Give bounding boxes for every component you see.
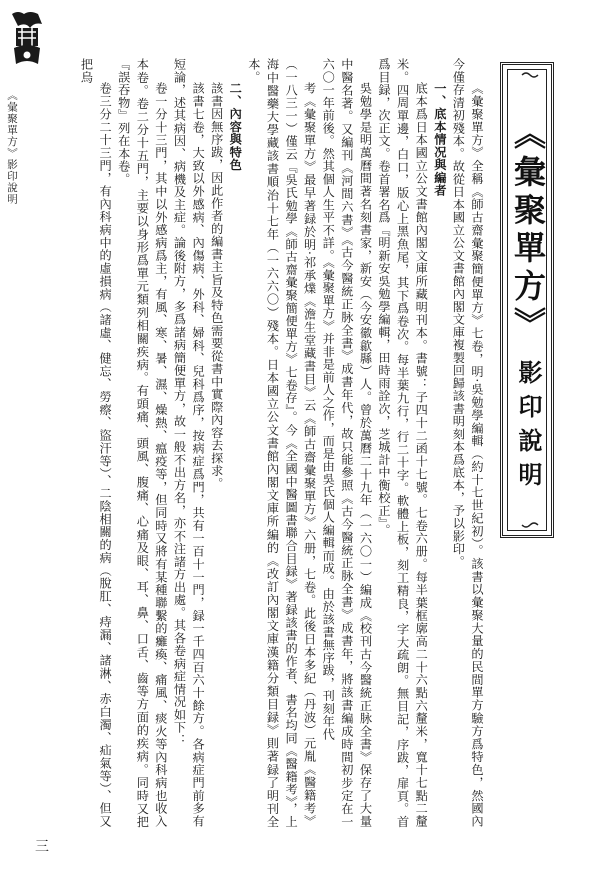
running-head: 《彙聚單方》影印說明 xyxy=(6,90,18,205)
corner-emblem-icon xyxy=(8,8,46,68)
paragraph-volumes-1-2: 卷一分十三門，其中以外感病爲主，有風、寒、暑、濕、燥熱、瘟疫等，但同時又將有某種聯繫的癱瘓、痛風、痰火等內科病也收入本卷。卷二分十五門，主要以身形爲單元類列相關疾病。有頭痛、頭風、腹痛、心痛及眼、耳、鼻、口舌、齒等方面的疾病。同時又把『誤吞物』列在本卷。 xyxy=(116,58,168,828)
paragraph-volume-3: 卷三分二十三門，有內科病中的虛損病（諸虛、健忘、勞瘵、盜汗等）、二陰相關的病（脫肛、痔漏、諸淋、赤白濁、疝氣等）、但又把烏 xyxy=(79,58,113,828)
sub-title: 影印說明 xyxy=(514,360,543,496)
page-number: 三 xyxy=(35,839,49,855)
paragraph-bibliography: 考《彙聚單方》最早著録於明·祁承㸁《澹生堂藏書目》云《師古齋彙聚單方》六册，七卷。此後日本多紀（丹波）元胤《醫籍考》（一八三一）僅云『吳氏勉學《師古齋彙聚簡便單方》七卷存』。今《全國中醫圖書聯合目録》著録該書的作者、書名均同《醫籍考》，上海中醫藥大學藏該書順治十七年（一六六〇）殘本。日本國立公文書館內閣文庫所編的《改訂內閣文庫漢籍分類目録》則著録了明刊全本。 xyxy=(246,58,317,828)
paragraph-editor: 吳勉學是明萬曆間著名刻書家，新安（今安徽歙縣）人。曾於萬曆二十九年（一六〇一）編成《校刊古今醫統正脉全書》保存了大量中醫名著。又編刊《河間六書》《古今醫統正脉全書》成書年代，故只能參照《古今醫統正脉全書》成書年，將該書編成時間初步定在一六〇一年前後。然其個人生平不詳。《彙聚單方》并非是前人之作，而是由吳氏個人編輯而成。由於該書無序跋，刊刻年代 xyxy=(321,58,373,828)
paragraph-base-edition: 底本爲日本國立公文書館內閣文庫所藏明刊本。書號：子四十二函十七號。七卷六册。每半葉框廓高二十六點六釐米，寬十七點二釐米。四周單邊，白口，版心上黑魚尾，其下爲卷次。每半葉九行，行二十字。軟體上板，刻工精良，字大疏朗。無目記，序跋，扉頁。首爲目録，次正文。卷首署名爲『明新安吳勉學編輯，田時雨詮次，芝城計中衡校正』。 xyxy=(377,58,429,828)
main-title: 《彙聚單方》 xyxy=(509,117,547,345)
section-heading-2: 二、內容與特色 xyxy=(228,82,243,172)
paragraph-structure: 該書七卷，大致以外感病、內傷病、外科、婦科、兒科爲序，按病症爲門，共有一百十一門，録一千四百六十餘方。各病症門前多有短論，述其病因、病機及主症。論後附方，多爲諸病簡便單方，故一般不出方名，亦不注諸方出處。其各卷病症情况如下： xyxy=(172,58,206,828)
banner-ornament-bottom-icon xyxy=(521,521,539,529)
section-heading-1: 一、底本情况與編者 xyxy=(432,82,447,198)
banner-ornament-top-icon xyxy=(521,71,539,79)
body-text xyxy=(79,58,486,828)
title-banner xyxy=(500,62,554,538)
paragraph-intro: 《彙聚單方》全稱《師古齋彙聚簡便單方》七卷，明·吳勉學編輯（約十七世紀初）。該書以彙聚大量的民間單方驗方爲特色，然國內今僅存清初殘本。故從日本國立公文書館內閣文庫複製回歸該書明刻本爲底本，予以影印。 xyxy=(451,58,484,828)
paragraph-content-intro: 該書因無序跋，因此作者的編書主旨及特色需要從書中實際內容去探求。 xyxy=(209,82,224,491)
